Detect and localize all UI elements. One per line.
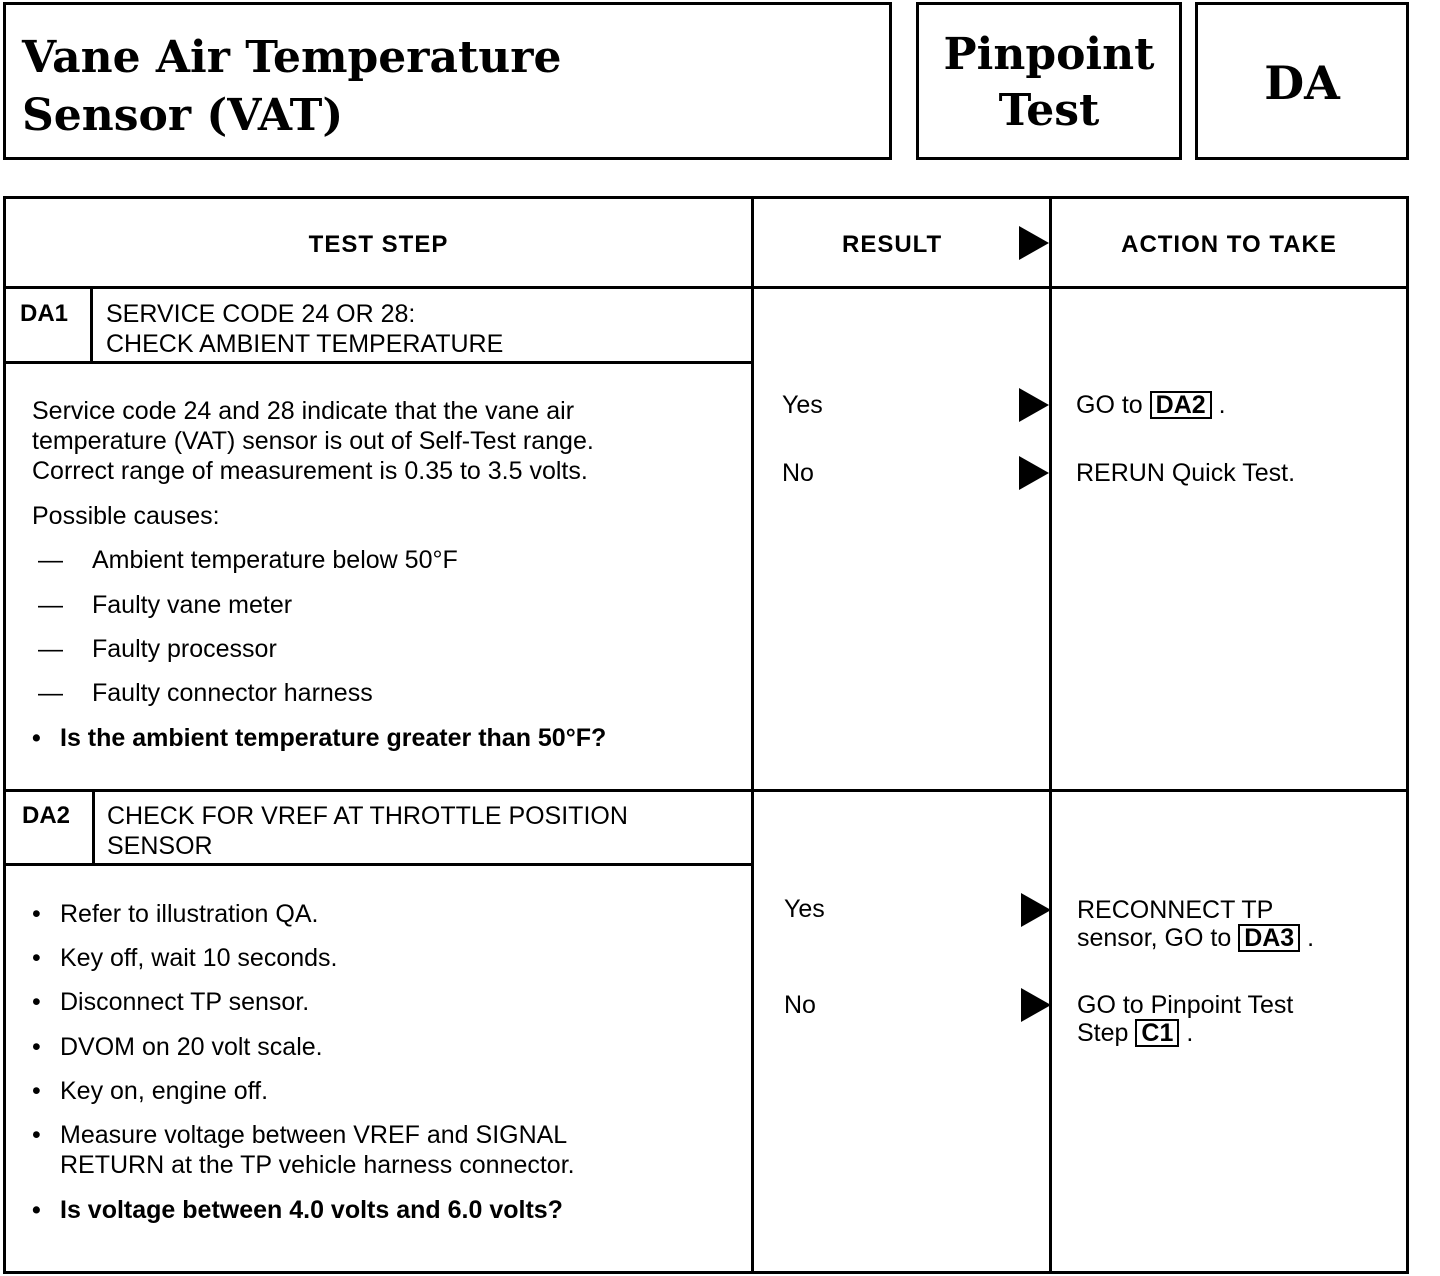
c1-step-reference[interactable]: C1 — [1135, 1019, 1179, 1047]
da3-step-reference[interactable]: DA3 — [1238, 924, 1300, 952]
da2-bullet-item: • Key on, engine off. — [32, 1077, 269, 1105]
column-divider-result — [751, 199, 754, 1271]
da1-question: • Is the ambient temperature greater than 50°F? — [32, 724, 607, 752]
test-code-box — [1195, 2, 1409, 160]
da1-cause-item: — Ambient temperature below 50°F — [38, 546, 458, 574]
procedure-title — [22, 29, 561, 145]
procedure-title-box — [3, 2, 892, 160]
da2-bullet-item: • DVOM on 20 volt scale. — [32, 1033, 323, 1061]
test-code: DA — [1264, 56, 1340, 110]
da1-title-line1: SERVICE CODE 24 OR 28: — [106, 300, 416, 328]
da1-cause-item: — Faulty vane meter — [38, 591, 293, 619]
da2-bullet-item: • Disconnect TP sensor. — [32, 988, 310, 1016]
da2-title-line2: SENSOR — [107, 832, 213, 860]
da2-bullet-item: • Measure voltage between VREF and SIGNAL — [32, 1121, 568, 1149]
da2-title-divider — [6, 863, 751, 866]
da2-action-no-line1: GO to Pinpoint Test — [1077, 991, 1294, 1019]
step-id-da2: DA2 — [22, 802, 71, 829]
da2-id-divider — [92, 792, 95, 863]
da1-title-divider — [6, 361, 751, 364]
da2-action-yes-line2: sensor, GO to DA3 . — [1077, 924, 1315, 952]
step-divider — [6, 789, 1406, 792]
da1-action-yes: GO to DA2 . — [1076, 391, 1226, 419]
pinpoint-test-box — [916, 2, 1182, 160]
da2-result-no: No — [784, 991, 816, 1019]
da2-action-yes-line1: RECONNECT TP — [1077, 896, 1274, 924]
column-header-test-step: TEST STEP — [308, 231, 449, 258]
pinpoint-test-table — [3, 196, 1409, 1274]
da2-measure-line2: RETURN at the TP vehicle harness connector. — [60, 1151, 575, 1179]
da1-id-divider — [90, 289, 93, 361]
da2-bullet-item: • Refer to illustration QA. — [32, 900, 319, 928]
pinpoint-label-line2: Test — [998, 85, 1100, 136]
da1-cause-item: — Faulty processor — [38, 635, 277, 663]
da1-causes-label: Possible causes: — [32, 502, 220, 530]
da1-cause-item: — Faulty connector harness — [38, 679, 373, 707]
da1-action-no: RERUN Quick Test. — [1076, 459, 1296, 487]
da2-yes-arrow-icon — [1021, 893, 1051, 927]
result-arrow-icon — [1019, 226, 1049, 260]
column-divider-action — [1049, 199, 1052, 1271]
da2-bullet-item: • Key off, wait 10 seconds. — [32, 944, 338, 972]
column-header-result: RESULT — [842, 231, 943, 258]
da1-body-line2: temperature (VAT) sensor is out of Self-Test range. — [32, 427, 594, 455]
da2-result-yes: Yes — [784, 895, 825, 923]
column-header-action: ACTION TO TAKE — [1121, 231, 1337, 258]
da2-question: • Is voltage between 4.0 volts and 6.0 volts? — [32, 1196, 563, 1224]
pinpoint-label-line1: Pinpoint — [943, 29, 1155, 80]
da2-title-line1: CHECK FOR VREF AT THROTTLE POSITION — [107, 802, 628, 830]
da1-body-line1: Service code 24 and 28 indicate that the vane air — [32, 397, 575, 425]
step-id-da1: DA1 — [20, 300, 69, 327]
procedure-title-line1: Vane Air Temperature — [22, 32, 562, 83]
da1-title-line2: CHECK AMBIENT TEMPERATURE — [106, 330, 504, 358]
da2-step-reference[interactable]: DA2 — [1150, 391, 1212, 419]
header-row-divider — [6, 286, 1406, 289]
da1-no-arrow-icon — [1019, 456, 1049, 490]
da1-body-line3: Correct range of measurement is 0.35 to 3.5 volts. — [32, 457, 588, 485]
da1-result-no: No — [782, 459, 814, 487]
da1-result-yes: Yes — [782, 391, 823, 419]
da1-yes-arrow-icon — [1019, 388, 1049, 422]
procedure-title-line2: Sensor (VAT) — [22, 90, 344, 141]
da2-no-arrow-icon — [1021, 988, 1051, 1022]
da2-action-no-line2: Step C1 . — [1077, 1019, 1194, 1047]
